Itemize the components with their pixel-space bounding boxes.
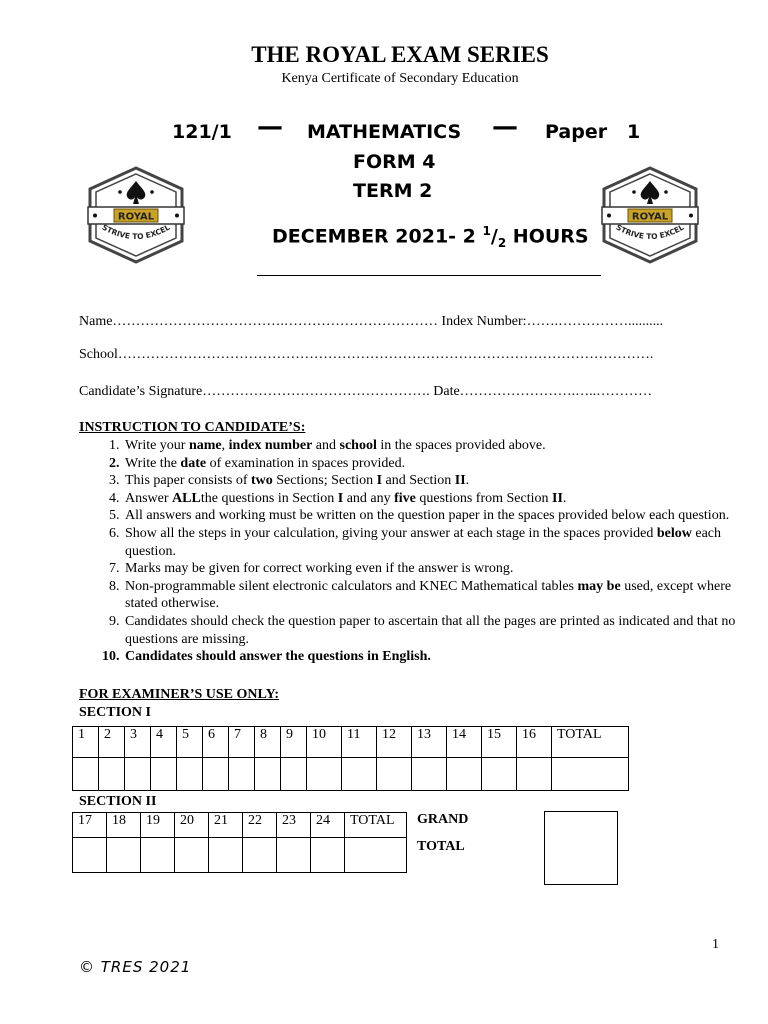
copyright-footer: © TRES 2021 [79, 958, 192, 976]
instruction-item: 4. Answer ALLthe questions in Section I and any five questions from Section II. [123, 490, 763, 508]
table-header-cell: 6 [203, 727, 229, 758]
exam-date-duration [272, 224, 589, 250]
instruction-item: 1. Write your name, index number and school in the spaces provided above. [123, 437, 763, 455]
section-1-score-table [72, 726, 629, 791]
instruction-item: 7. Marks may be given for correct working even if the answer is wrong. [123, 560, 763, 578]
name-index-field[interactable]: Name……………………………….…………………………… Index Number:…….…………….......... [79, 314, 664, 329]
table-header-cell: 4 [151, 727, 177, 758]
score-cell[interactable] [229, 758, 255, 791]
score-cell[interactable] [307, 758, 342, 791]
instruction-item: 9. Candidates should check the question paper to ascertain that all the pages are printed as indicated and that no questions are missing. [123, 613, 763, 648]
score-cell[interactable] [311, 838, 345, 873]
instructions-heading: INSTRUCTION TO CANDIDATE’S: [79, 420, 306, 435]
table-header-cell: 1 [73, 727, 99, 758]
score-cell[interactable] [243, 838, 277, 873]
table-header-cell: 2 [99, 727, 125, 758]
score-cell[interactable] [125, 758, 151, 791]
table-header-cell: 9 [281, 727, 307, 758]
table-header-cell: 18 [107, 813, 141, 838]
score-cell[interactable] [209, 838, 243, 873]
table-header-cell: 14 [447, 727, 482, 758]
dash-separator: — [257, 112, 283, 142]
paper-code: 121/1 [172, 121, 232, 143]
fraction-slash: / [490, 225, 498, 248]
subject-name: MATHEMATICS [307, 121, 462, 143]
score-cell[interactable] [203, 758, 229, 791]
date-suffix: HOURS [506, 225, 589, 248]
logo-motto-text: STRIVE TO EXCEL [614, 222, 686, 242]
paper-number: Paper 1 [545, 121, 641, 143]
score-cell[interactable] [342, 758, 377, 791]
table-header-cell: 3 [125, 727, 151, 758]
term-label: TERM 2 [353, 180, 433, 202]
table-header-cell: 24 [311, 813, 345, 838]
table-header-cell: 17 [73, 813, 107, 838]
table-header-cell: 7 [229, 727, 255, 758]
instruction-item: 3. This paper consists of two Sections; Section I and Section II. [123, 472, 763, 490]
table-header-cell: 8 [255, 727, 281, 758]
royal-logo-left [84, 165, 188, 265]
score-cell[interactable] [517, 758, 552, 791]
fraction-denominator: 2 [497, 236, 507, 251]
exam-subtitle: Kenya Certificate of Secondary Education [281, 71, 519, 86]
instruction-item: 6. Show all the steps in your calculation, giving your answer at each stage in the spaces provided below each question. [123, 525, 763, 560]
table-header-cell: TOTAL [345, 813, 407, 838]
score-cell[interactable] [281, 758, 307, 791]
table-row [73, 727, 629, 758]
exam-series-title: THE ROYAL EXAM SERIES [251, 42, 549, 67]
score-cell[interactable] [345, 838, 407, 873]
section-2-label: SECTION II [79, 794, 157, 809]
table-header-cell: 23 [277, 813, 311, 838]
logo-brand-text: ROYAL [631, 211, 669, 223]
table-header-cell: 10 [307, 727, 342, 758]
table-row [73, 758, 629, 791]
examiner-heading: FOR EXAMINER’S USE ONLY: [79, 687, 280, 702]
table-header-cell: 20 [175, 813, 209, 838]
table-header-cell: 16 [517, 727, 552, 758]
table-row [73, 813, 407, 838]
score-cell[interactable] [73, 758, 99, 791]
header-rule [257, 275, 601, 276]
table-header-cell: 21 [209, 813, 243, 838]
score-cell[interactable] [99, 758, 125, 791]
grand-label: GRAND [417, 812, 469, 827]
instruction-item: 10. Candidates should answer the questions in English. [123, 648, 763, 666]
table-header-cell: 5 [177, 727, 203, 758]
table-header-cell: 19 [141, 813, 175, 838]
score-cell[interactable] [277, 838, 311, 873]
score-cell[interactable] [552, 758, 629, 791]
table-header-cell: TOTAL [552, 727, 629, 758]
date-prefix: DECEMBER 2021- 2 [272, 225, 483, 248]
royal-badge-icon [84, 165, 188, 265]
instructions-list [79, 437, 763, 666]
table-header-cell: 12 [377, 727, 412, 758]
grand-total-box[interactable] [544, 811, 618, 885]
score-cell[interactable] [107, 838, 141, 873]
royal-logo-right [598, 165, 702, 265]
table-header-cell: 11 [342, 727, 377, 758]
fraction-numerator: 1 [482, 224, 491, 238]
logo-motto-text: STRIVE TO EXCEL [100, 222, 172, 242]
table-header-cell: 22 [243, 813, 277, 838]
score-cell[interactable] [482, 758, 517, 791]
instruction-item: 8. Non-programmable silent electronic calculators and KNEC Mathematical tables may be used, except where stated otherwise. [123, 578, 763, 613]
royal-badge-icon [598, 165, 702, 265]
score-cell[interactable] [73, 838, 107, 873]
score-cell[interactable] [412, 758, 447, 791]
table-header-cell: 13 [412, 727, 447, 758]
logo-brand-text: ROYAL [117, 211, 155, 223]
signature-date-field[interactable]: Candidate’s Signature…………………………………………. Date…………………….…..………… [79, 384, 653, 399]
score-cell[interactable] [151, 758, 177, 791]
school-field[interactable]: School……………………………………………………………………………………………………. [79, 347, 654, 362]
table-row [73, 838, 407, 873]
table-header-cell: 15 [482, 727, 517, 758]
dash-separator: — [492, 112, 518, 142]
score-cell[interactable] [255, 758, 281, 791]
instruction-item: 2. Write the date of examination in spaces provided. [123, 455, 763, 473]
instruction-item: 5. All answers and working must be written on the question paper in the spaces provided below each question. [123, 507, 763, 525]
score-cell[interactable] [175, 838, 209, 873]
total-label: TOTAL [417, 839, 465, 854]
page-number: 1 [712, 937, 719, 952]
score-cell[interactable] [447, 758, 482, 791]
section-2-score-table [72, 812, 407, 873]
form-level: FORM 4 [353, 151, 436, 173]
section-1-label: SECTION I [79, 705, 151, 720]
score-cell[interactable] [377, 758, 412, 791]
score-cell[interactable] [177, 758, 203, 791]
score-cell[interactable] [141, 838, 175, 873]
